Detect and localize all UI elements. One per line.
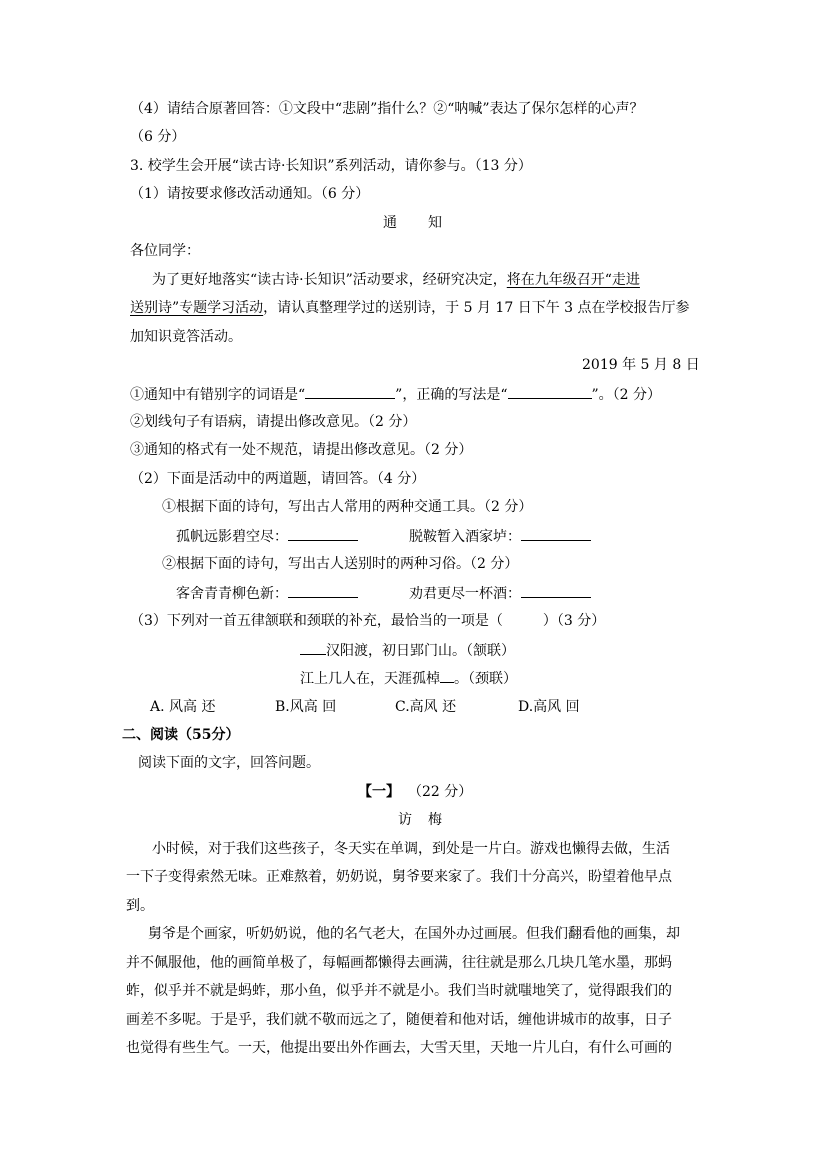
q3-part2: （2）下面是活动中的两道题，请回答。（4 分） [130, 471, 426, 487]
paragraph-line: 并不佩服他，他的画简单极了，每幅画都懒得去画满，往往就是那么几块几笔水墨，那蚂 [126, 955, 672, 971]
part-score: （22 分） [408, 784, 473, 800]
paragraph-line: 画差不多呢。于是乎，我们就不敬而远之了，随便着和他对话，缠他讲城市的故事，日子 [126, 1012, 672, 1028]
answer-blank[interactable] [440, 668, 454, 683]
q3-sub1 [130, 384, 661, 405]
underlined-sentence-part2: 送别诗”专题学习活动 [130, 300, 264, 316]
poem-line-c [176, 583, 358, 604]
verse-text: 江上几人在，天涯孤棹 [300, 671, 440, 687]
part-label: 【一】 [358, 784, 400, 800]
notice-body-line1 [152, 270, 640, 290]
sub1-text-b: ”，正确的写法是“ [395, 387, 508, 403]
poem-text: 客舍青青柳色新： [176, 586, 288, 602]
notice-body-line3: 加知识竟答活动。 [130, 329, 242, 345]
options-row [150, 697, 750, 717]
paragraph-line: 也觉得有些生气。一天，他提出要出外作画去，大雪天里，天地一片儿白，有什么可画的 [126, 1040, 672, 1056]
article-title-char1: 访 [398, 812, 412, 828]
part3-text-a: （3）下列对一首五律颔联和颈联的补充，最恰当的一项是（ [130, 613, 503, 629]
notice-body-text: ，请认真整理学过的送别诗，于 5 月 17 日下午 3 点在学校报告厅参 [263, 300, 690, 316]
section-intro: 阅读下面的文字，回答问题。 [138, 755, 320, 771]
notice-salutation: 各位同学： [130, 243, 200, 259]
paragraph-line: 蚱，似乎并不就是蚂蚱，那小鱼，似乎并不就是小。我们当时就嗤地笑了，觉得跟我们的 [126, 983, 672, 999]
q3-heading: 3. 校学生会开展“读古诗·长知识”系列活动，请你参与。（13 分） [130, 158, 532, 174]
paragraph-line: 舅爷是个画家，听奶奶说，他的名气老大，在国外办过画展。但我们翻看他的画集，却 [148, 926, 680, 942]
paragraph-line: 到。 [126, 898, 154, 914]
verse-text: 汉阳渡，初日郢门山。（颔联） [326, 643, 515, 659]
answer-blank[interactable] [521, 583, 591, 598]
q3-part3 [130, 611, 605, 631]
option-c[interactable]: C.高风 还 [395, 699, 457, 715]
part3-text-b: ）（3 分） [542, 613, 606, 629]
answer-blank[interactable] [288, 583, 358, 598]
q3-sub3: ③通知的格式有一处不规范，请提出修改意见。（2 分） [130, 442, 473, 458]
q3-sub2: ②划线句子有语病，请提出修改意见。（2 分） [130, 414, 417, 430]
sub1-text-c: ”。（2 分） [591, 387, 662, 403]
notice-date: 2019 年 5 月 8 日 [582, 357, 700, 373]
answer-blank[interactable] [508, 384, 592, 399]
part-header [358, 782, 472, 802]
notice-body-text: 为了更好地落实“读古诗·长知识”活动要求，经研究决定， [152, 272, 507, 288]
option-d[interactable]: D.高风 回 [518, 699, 580, 715]
verse-line2 [300, 668, 517, 689]
poem-line-a [176, 526, 358, 547]
article-title-char2: 梅 [428, 812, 442, 828]
q4-line1: （4）请结合原著回答：①文段中“悲剧”指什么？②“呐喊”表达了保尔怎样的心声？ [130, 101, 644, 117]
section-heading: 二、阅读（55分） [122, 727, 240, 743]
option-b[interactable]: B.风高 回 [275, 699, 337, 715]
notice-title-char1: 通 [383, 215, 397, 231]
poem-line-d [409, 583, 591, 604]
notice-body-line2 [130, 298, 690, 318]
sub1-text-a: ①通知中有错别字的词语是“ [130, 387, 306, 403]
paragraph-line: 小时候，对于我们这些孩子，冬天实在单调，到处是一片白。游戏也懒得去做，生活 [152, 841, 670, 857]
answer-blank[interactable] [288, 526, 358, 541]
q3-part2-item2: ②根据下面的诗句，写出古人送别时的两种习俗。（2 分） [162, 556, 519, 572]
answer-blank[interactable] [300, 640, 326, 655]
notice-title-char2: 知 [428, 215, 442, 231]
option-a[interactable]: A. 风高 还 [150, 699, 216, 715]
q4-line2: （6 分） [130, 129, 186, 145]
verse-line1 [300, 640, 515, 661]
poem-text: 劝君更尽一杯酒： [409, 586, 521, 602]
underlined-sentence-part1: 将在九年级召开“走进 [506, 272, 640, 288]
poem-line-b [409, 526, 591, 547]
q3-part1: （1）请按要求修改活动通知。（6 分） [130, 186, 370, 202]
poem-text: 脱鞍暂入酒家垆： [409, 529, 521, 545]
answer-blank[interactable] [305, 384, 395, 399]
poem-text: 孤帆远影碧空尽： [176, 529, 288, 545]
verse-text: 。（颈联） [454, 671, 517, 687]
paragraph-line: 一下子变得索然无味。正难熬着，奶奶说，舅爷要来家了。我们十分高兴，盼望着他早点 [126, 869, 672, 885]
answer-blank[interactable] [521, 526, 591, 541]
q3-part2-item1: ①根据下面的诗句，写出古人常用的两种交通工具。（2 分） [162, 499, 533, 515]
